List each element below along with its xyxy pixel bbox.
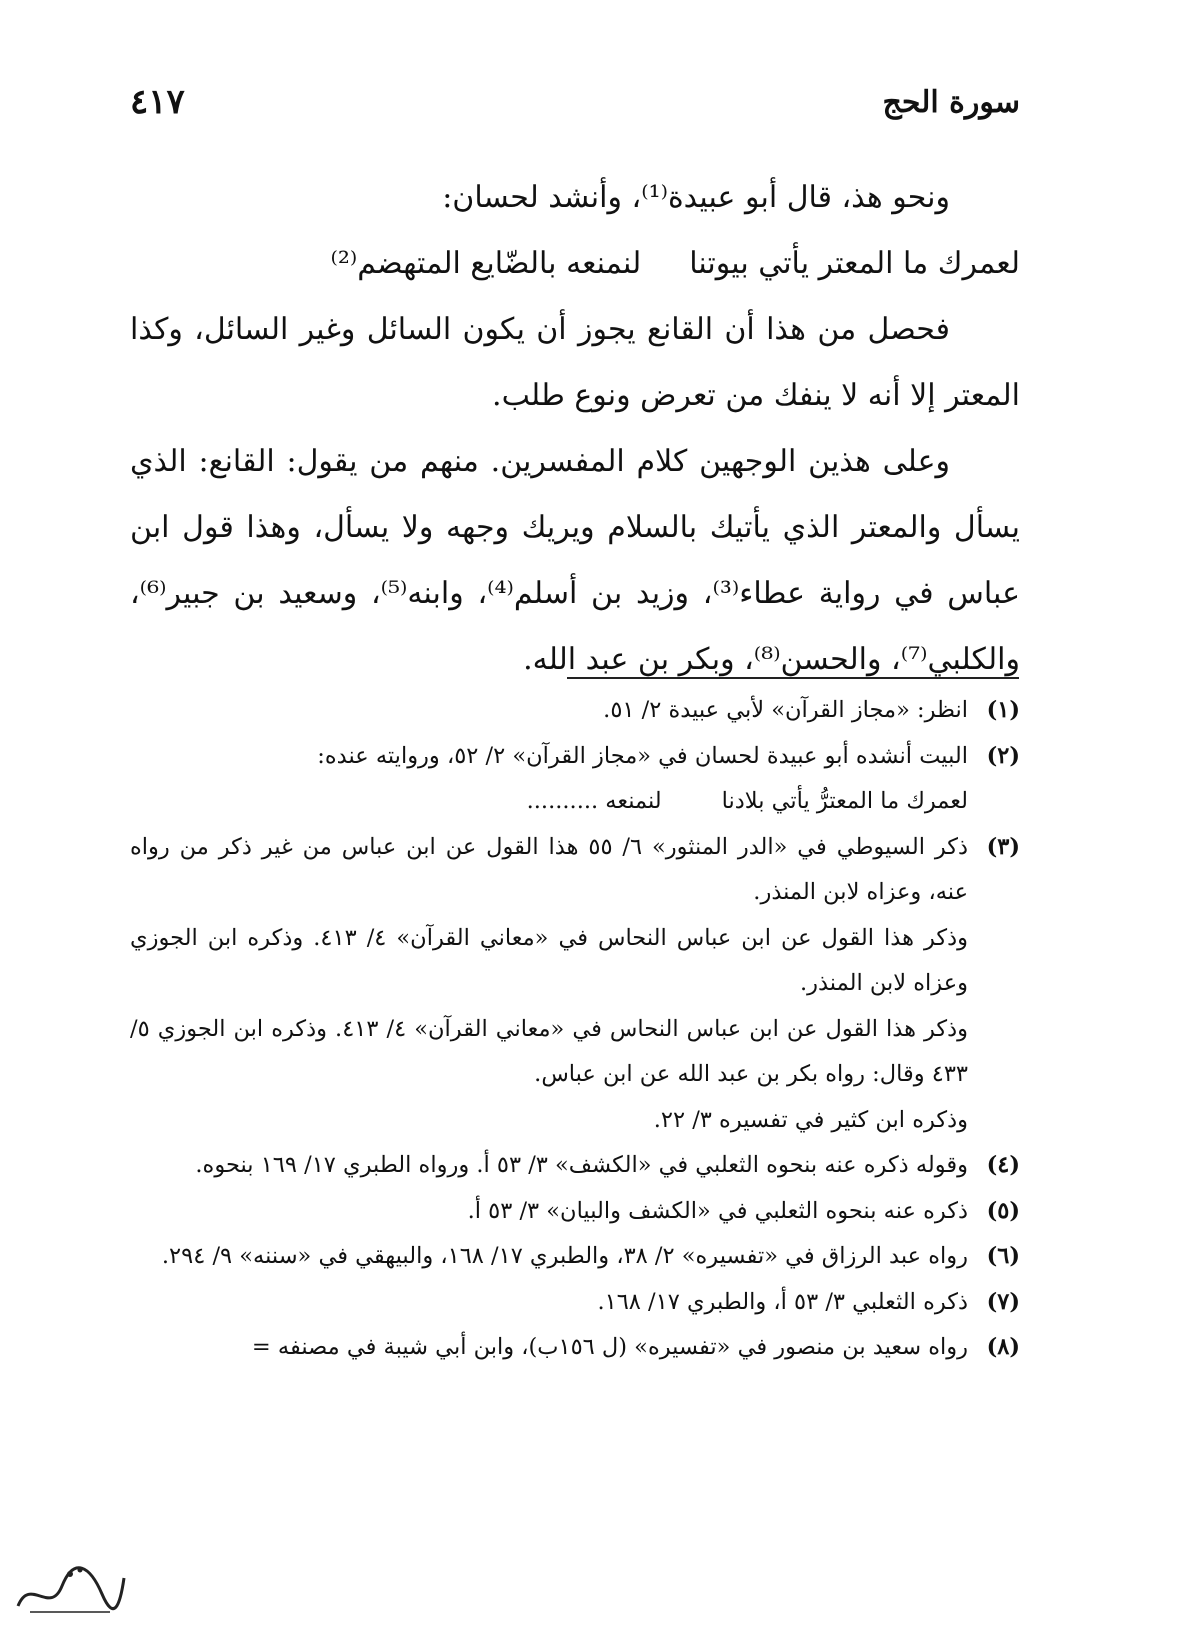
footnote-number: (٥) — [986, 1197, 1020, 1224]
footnote-text: وقوله ذكره عنه بنحوه الثعلبي في «الكشف» ٣/ ٥٣ أ. ورواه الطبري ١٧/ ١٦٩ بنحوه. — [195, 1152, 968, 1178]
footnote-number: (٤) — [986, 1152, 1020, 1178]
footnote-5 — [130, 1189, 1020, 1235]
footnote-text: البيت أنشده أبو عبيدة لحسان في «مجاز القرآن» ٢/ ٥٢، وروايته عنده: — [317, 742, 968, 769]
footnote-3 — [130, 825, 1020, 1144]
footnote-7 — [130, 1280, 1020, 1326]
footnote-text: انظر: «مجاز القرآن» لأبي عبيدة ٢/ ٥١. — [603, 697, 968, 723]
page-header — [130, 78, 1020, 126]
poem-verse — [130, 231, 1020, 297]
footnote-number: (٦) — [986, 1243, 1020, 1269]
footnote-number: (٨) — [986, 1334, 1020, 1360]
footnote-text: ذكره الثعلبي ٣/ ٥٣ أ، والطبري ١٧/ ١٦٨. — [597, 1288, 968, 1315]
footnote-6 — [130, 1234, 1020, 1280]
footnote-number: (٣) — [986, 833, 1020, 860]
footnote-number: (٢) — [986, 742, 1020, 769]
footnote-number: (١) — [986, 697, 1020, 723]
main-text — [130, 165, 1020, 693]
footnote-4 — [130, 1143, 1020, 1189]
footnote-text: ذكر السيوطي في «الدر المنثور» ٦/ ٥٥ هذا القول عن ابن عباس من غير ذكر من رواه عنه، وعزاه لابن المنذر. — [130, 833, 969, 905]
surah-title: سورة الحج — [882, 84, 1020, 120]
footnote-text: رواه سعيد بن منصور في «تفسيره» (ل ١٥٦ب)، وابن أبي شيبة في مصنفه = — [251, 1334, 968, 1360]
footnote-poem-hemistich-1: لعمرك ما المعترُّ يأتي بلادنا — [721, 788, 968, 814]
footnote-text: وذكر هذا القول عن ابن عباس النحاس في «معاني القرآن» ٤/ ٤١٣. وذكره ابن الجوزي ٥/ ٤٣٣ وقال: رواه بكر بن عبد الله عن ابن عباس. — [130, 1015, 969, 1087]
footnote-8 — [130, 1325, 1020, 1371]
footnote-text: ذكره عنه بنحوه الثعلبي في «الكشف والبيان» ٣/ ٥٣ أ. — [467, 1197, 968, 1224]
footnote-text: وذكر هذا القول عن ابن عباس النحاس في «معاني القرآن» ٤/ ٤١٣. وذكره ابن الجوزي وعزاه لابن المنذر. — [130, 924, 969, 996]
page-number: ٤١٧ — [130, 82, 185, 122]
footnote-text: وذكره ابن كثير في تفسيره ٣/ ٢٢. — [653, 1106, 968, 1133]
footnote-text: رواه عبد الرزاق في «تفسيره» ٢/ ٣٨، والطبري ١٧/ ١٦٨، والبيهقي في «سننه» ٩/ ٢٩٤. — [161, 1243, 968, 1269]
intro-line: ونحو هذ، قال أبو عبيدة⁽¹⁾، وأنشد لحسان: — [442, 180, 950, 215]
footnotes — [130, 688, 1020, 1371]
footnote-1 — [130, 688, 1020, 734]
footnote-2 — [130, 734, 1020, 825]
footnote-poem-hemistich-2: لنمنعه .......... — [526, 788, 662, 814]
poem-hemistich-2: لنمنعه بالضّايع المتهضم⁽²⁾ — [330, 246, 642, 281]
paragraph-1: فحصل من هذا أن القانع يجوز أن يكون السائل وغير السائل، وكذا المعتر إلا أنه لا ينفك من تعرض ونوع طلب. — [130, 312, 1020, 413]
footnote-number: (٧) — [986, 1288, 1020, 1315]
poem-hemistich-1: لعمرك ما المعتر يأتي بيوتنا — [689, 246, 1020, 281]
footnote-poem — [130, 779, 968, 825]
footnote-divider — [567, 677, 1019, 679]
publisher-logo-icon — [10, 1556, 130, 1622]
paragraph-2: وعلى هذين الوجهين كلام المفسرين. منهم من يقول: القانع: الذي يسأل والمعتر الذي يأتيك بالسلام ويريك وجهه ولا يسأل، وهذا قول ابن عباس في رواية عطاء⁽³⁾، وزيد بن أسلم⁽⁴⁾، وابنه⁽⁵⁾، وسعيد بن جبير⁽⁶⁾، والكلبي⁽⁷⁾، والحسن⁽⁸⁾، وبكر بن عبد الله. — [130, 444, 1020, 677]
